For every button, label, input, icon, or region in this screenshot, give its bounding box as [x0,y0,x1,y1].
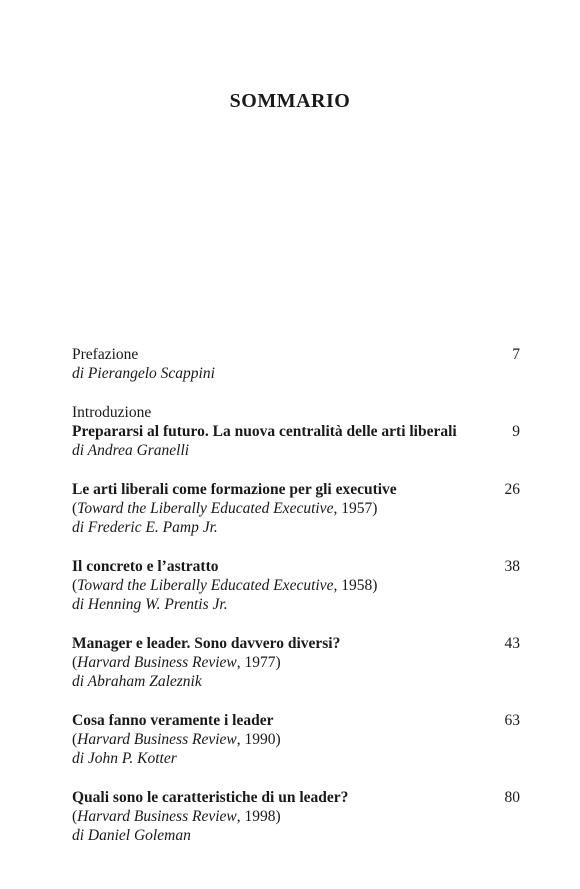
toc-page-number: 26 [504,481,520,498]
toc-entry-title: Cosa fanno veramente i leader [72,712,274,729]
toc-entry [72,480,522,537]
toc-entry-label: Prefazione [72,346,139,363]
toc-entry-author: di Frederic E. Pamp Jr. [72,519,218,536]
toc-entry-source: (Harvard Business Review, 1977) [72,654,281,671]
toc-entry-author: di Daniel Goleman [72,827,191,844]
toc-entry-prefazione [72,345,522,383]
page-title: SOMMARIO [229,90,351,112]
toc-entry [72,557,522,614]
toc-entry-author: di Henning W. Prentis Jr. [72,596,228,613]
toc-source-name: Harvard Business Review [77,654,237,671]
toc-entry-introduzione [72,403,522,460]
toc-page-number: 7 [512,346,520,363]
toc-entry-title: Manager e leader. Sono davvero diversi? [72,635,341,652]
toc-entry-source: (Toward the Liberally Educated Executive, 1957) [72,500,378,517]
toc-entry-author: di Andrea Granelli [72,442,190,459]
toc-source-name: Toward the Liberally Educated Executive [77,577,334,594]
toc-entry-author: di Pierangelo Scappini [72,365,215,382]
toc-entry-source: (Harvard Business Review, 1998) [72,808,281,825]
toc-source-name: Toward the Liberally Educated Executive [77,500,334,517]
toc-entry-title: Quali sono le caratteristiche di un leader? [72,789,349,806]
toc-entry-source: (Toward the Liberally Educated Executive, 1958) [72,577,378,594]
toc-entry-source: (Harvard Business Review, 1990) [72,731,281,748]
toc-source-name: Harvard Business Review [77,808,237,825]
toc-page-number: 80 [504,789,520,806]
toc-entry [72,634,522,691]
toc-page-number: 43 [504,635,520,652]
toc-page-number: 38 [504,558,520,575]
toc-page-number: 63 [504,712,520,729]
toc-entry [72,788,522,845]
toc-entry-title: Le arti liberali come formazione per gli executive [72,481,397,498]
toc-page-number: 9 [512,423,520,440]
toc-entry-label: Introduzione [72,404,152,421]
toc-entry-author: di John P. Kotter [72,750,177,767]
toc-entry-title: Il concreto e l’astratto [72,558,219,575]
toc-entry-author: di Abraham Zaleznik [72,673,202,690]
toc-entry [72,711,522,768]
table-of-contents [72,345,522,865]
toc-entry-title: Prepararsi al futuro. La nuova centralità delle arti liberali [72,423,457,440]
toc-source-name: Harvard Business Review [77,731,237,748]
